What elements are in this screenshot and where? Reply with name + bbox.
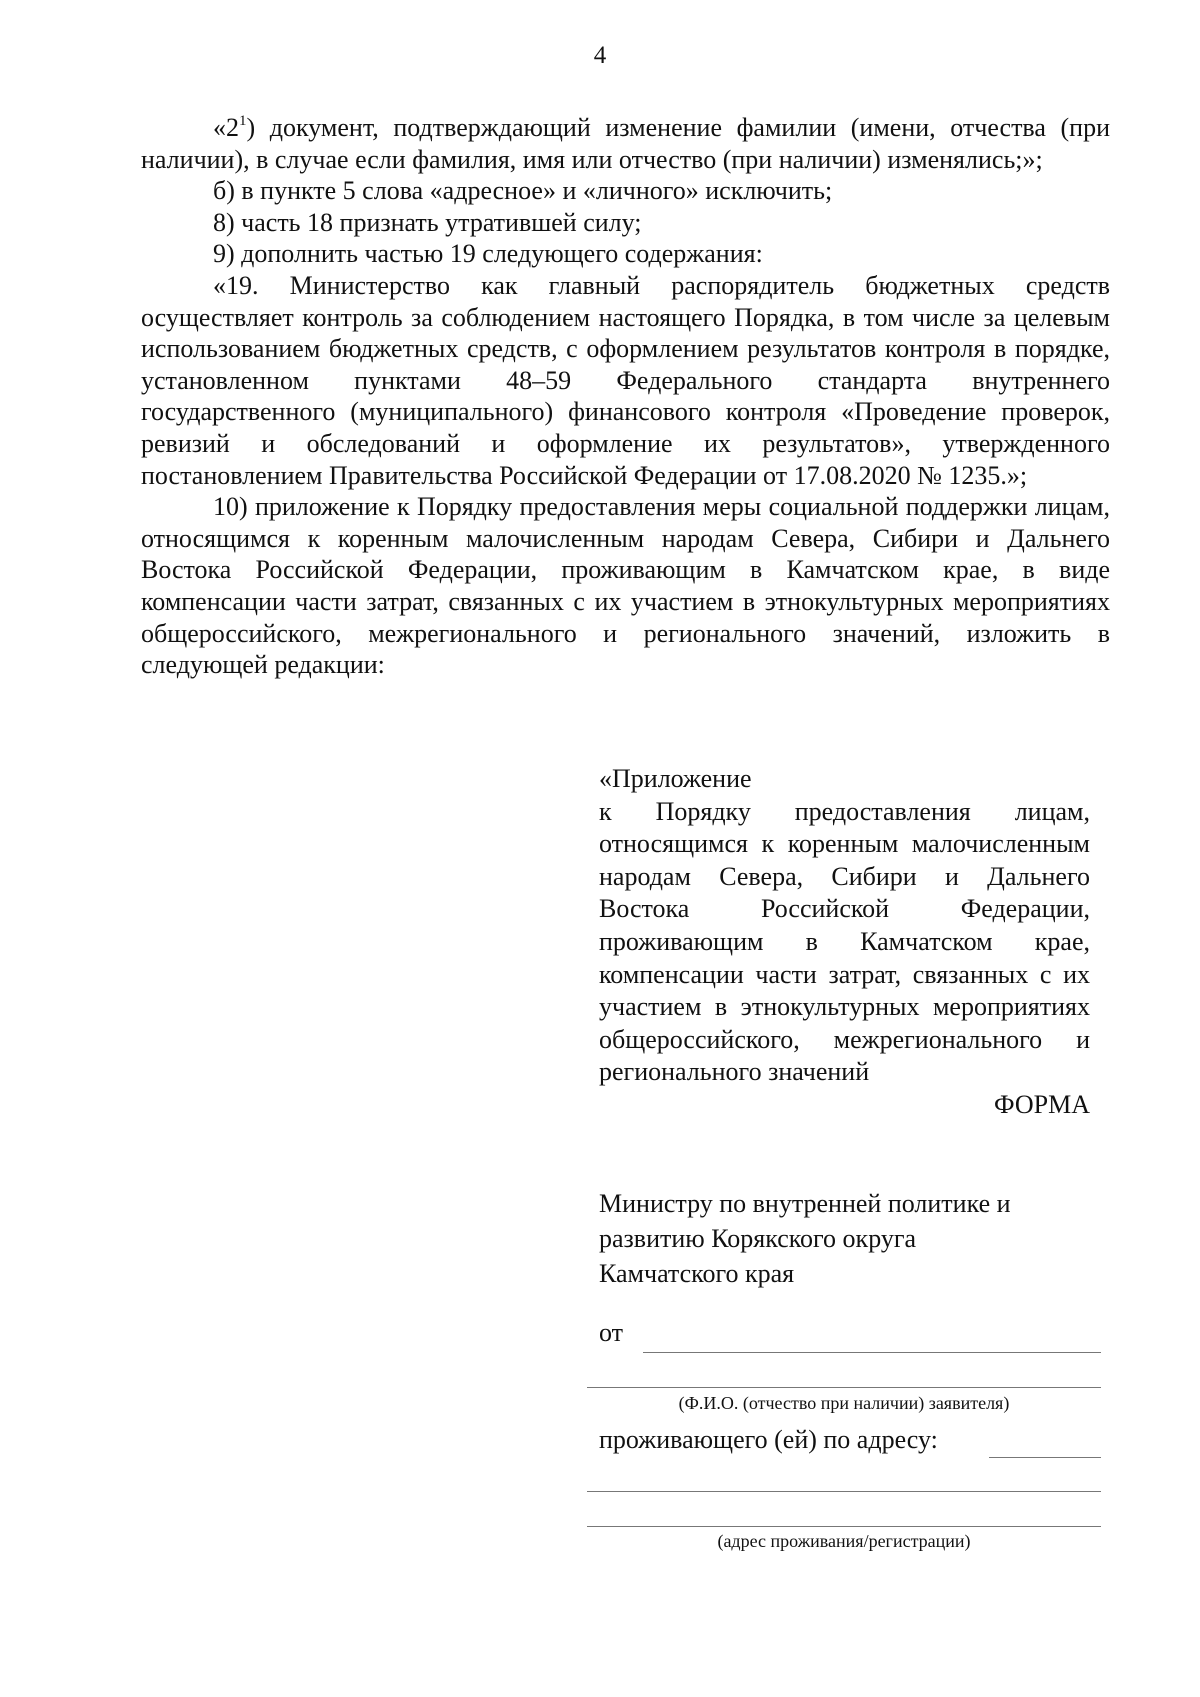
paragraph-8: 8) часть 18 признать утратившей силу; (213, 207, 642, 237)
appendix-description: к Порядку предоставления лицам, относящимся к коренным малочисленным народам Севера, Сибири и Дальнего Востока Российской Федерации, проживающим в Камчатском крае, компенсации части затрат, связанных с их участием в этнокультурных мероприятиях общероссийского, межрегионального и регионального значений (599, 796, 1090, 1087)
from-label: от (599, 1318, 624, 1347)
paragraph-10: 10) приложение к Порядку предоставления меры социальной поддержки лицам, относящимся к коренным малочисленным народам Севера, Сибири и Дальнего Востока Российской Федерации, проживающим в Камчатском крае, в виде компенсации части затрат, связанных с их участием в этнокультурных мероприятиях общероссийского, межрегионального и регионального значений, изложить в следующей редакции: (141, 492, 1110, 680)
superscript-mark: 1 (239, 113, 247, 129)
addressee-line-3: Камчатского края (599, 1259, 795, 1288)
paragraph-2-1-text: ) документ, подтверждающий изменение фамилии (имени, отчества (при наличии), в случае если фамилия, имя или отчество (при наличии) изменялись;»; (141, 113, 1110, 174)
form-label: ФОРМА (994, 1089, 1090, 1119)
appendix-header (599, 763, 1090, 1122)
addressee-block (599, 1186, 1090, 1291)
paragraph-b: б) в пункте 5 слова «адресное» и «личного» исключить; (213, 176, 833, 206)
appendix-title: «Приложение (599, 764, 752, 793)
paragraph-19: «19. Министерство как главный распорядитель бюджетных средств осуществляет контроль за соблюдением настоящего Порядка, в том числе за целевым использованием бюджетных средств, с оформлением результатов контроля в порядке, установленном пунктами 48–59 Федерального стандарта внутреннего государственного (муниципального) финансового контроля «Проведение проверок, ревизий и обследований и оформление их результатов», утвержденного постановлением Правительства Российской Федерации от 17.08.2020 № 1235.»; (141, 270, 1110, 490)
applicant-name-caption: (Ф.И.О. (отчество при наличии) заявителя) (678, 1393, 1010, 1413)
addressee-line-1: Министру по внутренней политике и (599, 1189, 1011, 1218)
address-field-line[interactable] (989, 1457, 1101, 1458)
page-number: 4 (593, 42, 607, 69)
paragraph-2-1-prefix: «2 (213, 113, 239, 142)
address-field-line-3[interactable] (587, 1526, 1101, 1527)
paragraph-9: 9) дополнить частью 19 следующего содержания: (213, 239, 763, 269)
address-label: проживающего (ей) по адресу: (599, 1425, 938, 1454)
paragraph-2-1 (141, 112, 1110, 175)
address-field-line-2[interactable] (587, 1491, 1101, 1492)
applicant-name-field-line-2[interactable] (587, 1387, 1101, 1388)
addressee-line-2: развитию Корякского округа (599, 1224, 917, 1253)
applicant-name-field-line[interactable] (643, 1352, 1101, 1353)
document-body (141, 112, 1110, 681)
address-caption: (адрес проживания/регистрации) (717, 1531, 971, 1551)
